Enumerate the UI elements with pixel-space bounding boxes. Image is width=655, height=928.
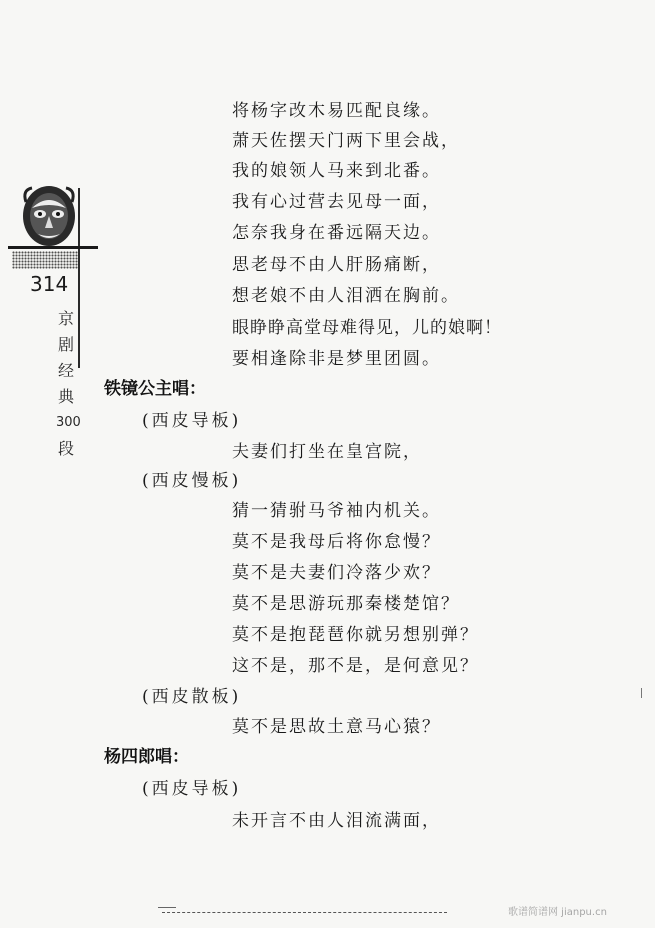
book-title-char: 京	[57, 309, 74, 328]
lyric-line: 未开言不由人泪流满面，	[232, 811, 441, 831]
speaker-heading: 铁镜公主唱：	[104, 379, 206, 399]
lyric-line: 猜一猜驸马爷袖内机关。	[232, 501, 441, 521]
lyric-line: 眼睁睁高堂母难得见，儿的娘啊！	[232, 318, 502, 338]
tune-label: (西皮散板)	[142, 687, 242, 707]
halftone-pattern	[12, 251, 78, 269]
lyric-line: 将杨字改木易匹配良缘。	[232, 101, 441, 121]
lyric-line: 想老娘不由人泪洒在胸前。	[232, 286, 460, 306]
tune-label: (西皮导板)	[142, 779, 242, 799]
book-title-vertical	[56, 306, 81, 462]
footer-rule	[162, 912, 447, 913]
lyric-line: 夫妻们打坐在皇宫院，	[232, 442, 422, 462]
lyric-line: 这不是，那不是，是何意见？	[232, 656, 479, 676]
lyric-line: 莫不是我母后将你怠慢？	[232, 532, 441, 552]
watermark: 歌谱简谱网 jianpu.cn	[508, 907, 607, 918]
tune-label: (西皮慢板)	[142, 471, 242, 491]
scan-mark	[641, 688, 642, 698]
lyric-line: 莫不是思故土意马心猿？	[232, 717, 441, 737]
opera-mask-icon	[20, 182, 78, 248]
speaker-heading: 杨四郎唱：	[104, 747, 189, 767]
lyric-line: 要相逢除非是梦里团圆。	[232, 349, 441, 369]
book-title-char: 典	[57, 387, 74, 406]
lyric-line: 我的娘领人马来到北番。	[232, 161, 441, 181]
sidebar-horizontal-rule	[8, 246, 98, 249]
lyric-line: 莫不是抱琵琶你就另想别弹？	[232, 625, 479, 645]
lyric-line: 思老母不由人肝肠痛断，	[232, 255, 441, 275]
lyric-line: 我有心过营去见母一面，	[232, 192, 441, 212]
tune-label: (西皮导板)	[142, 411, 242, 431]
footer-rule-short	[158, 907, 176, 908]
book-title-char: 300	[56, 415, 81, 430]
page-number: 314	[30, 272, 69, 296]
book-title-char: 剧	[57, 335, 74, 354]
book-title-char: 段	[57, 439, 74, 458]
lyric-line: 莫不是夫妻们冷落少欢？	[232, 563, 441, 583]
lyric-line: 萧天佐摆天门两下里会战，	[232, 131, 460, 151]
book-title-char: 经	[57, 361, 74, 380]
sidebar-vertical-rule	[78, 188, 80, 368]
lyric-line: 怎奈我身在番远隔天边。	[232, 223, 441, 243]
lyric-line: 莫不是思游玩那秦楼楚馆？	[232, 594, 460, 614]
